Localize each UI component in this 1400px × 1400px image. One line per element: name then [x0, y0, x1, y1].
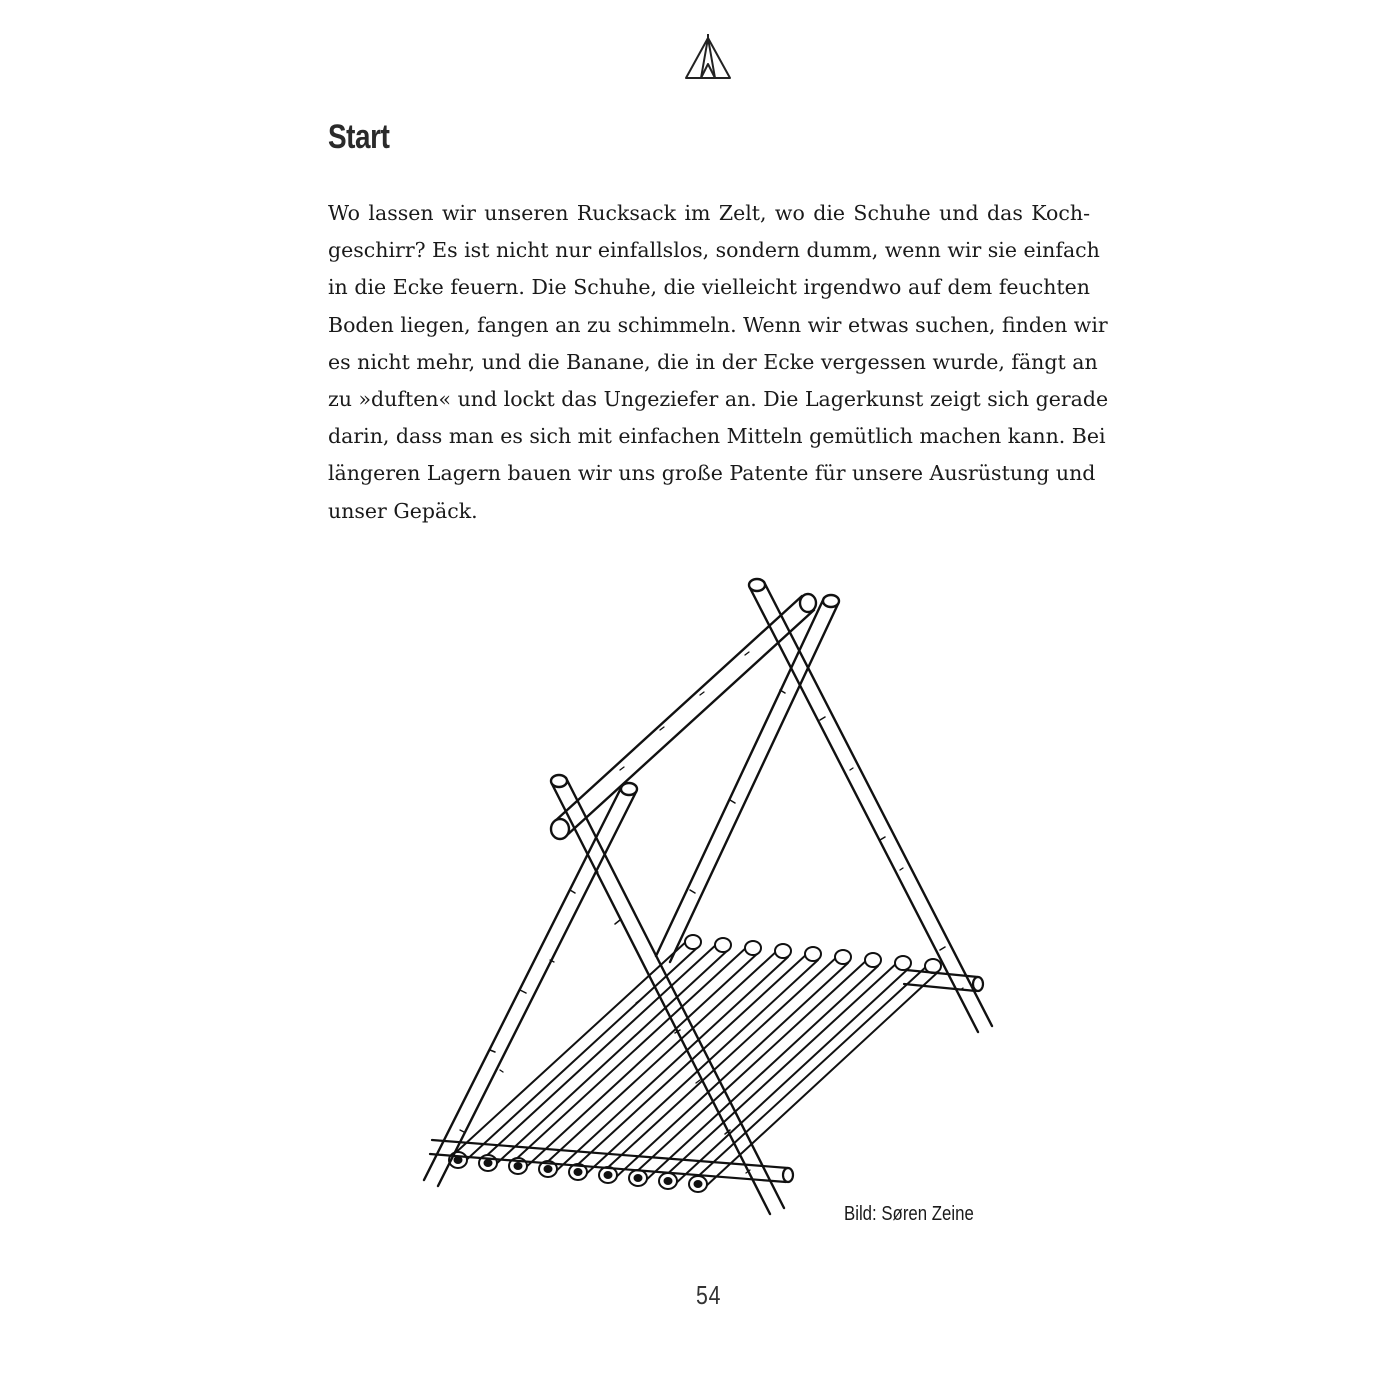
paragraph-line: geschirr? Es ist nicht nur einfallslos, sondern dumm, wenn wir sie einfach — [328, 238, 1100, 263]
paragraph-line: in die Ecke feuern. Die Schuhe, die vielleicht irgendwo auf dem feuchten — [328, 275, 1090, 300]
top-diagonal-pole — [551, 594, 816, 839]
paragraph-line: längeren Lagern bauen wir uns große Patente für unsere Ausrüstung und — [328, 461, 1096, 486]
pole-rack-illustration — [400, 570, 1020, 1240]
section-heading: Start — [328, 118, 390, 156]
paragraph-line: es nicht mehr, und die Banane, die in der Ecke vergessen wurde, fängt an — [328, 349, 1098, 374]
left-back-leg — [551, 775, 784, 1214]
bark-texture — [460, 652, 963, 1173]
tent-icon — [682, 34, 734, 84]
page-number: 54 — [696, 1280, 722, 1310]
body-paragraph — [328, 195, 1109, 530]
paragraph-line: darin, dass man es sich mit einfachen Mitteln gemütlich machen kann. Bei — [328, 424, 1106, 449]
upper-inner-pole — [656, 595, 839, 962]
image-credit: Bild: Søren Zeine — [844, 1203, 974, 1225]
paragraph-line: unser Gepäck. — [328, 498, 478, 523]
paragraph-line: Boden liegen, fangen an zu schimmeln. Wenn wir etwas suchen, finden wir — [328, 312, 1108, 337]
paragraph-line: zu »duften« und lockt das Ungeziefer an. Die Lagerkunst zeigt sich gerade — [328, 387, 1109, 412]
paragraph-line: Wo lassen wir unseren Rucksack im Zelt, wo die Schuhe und das Koch- — [328, 201, 1090, 225]
